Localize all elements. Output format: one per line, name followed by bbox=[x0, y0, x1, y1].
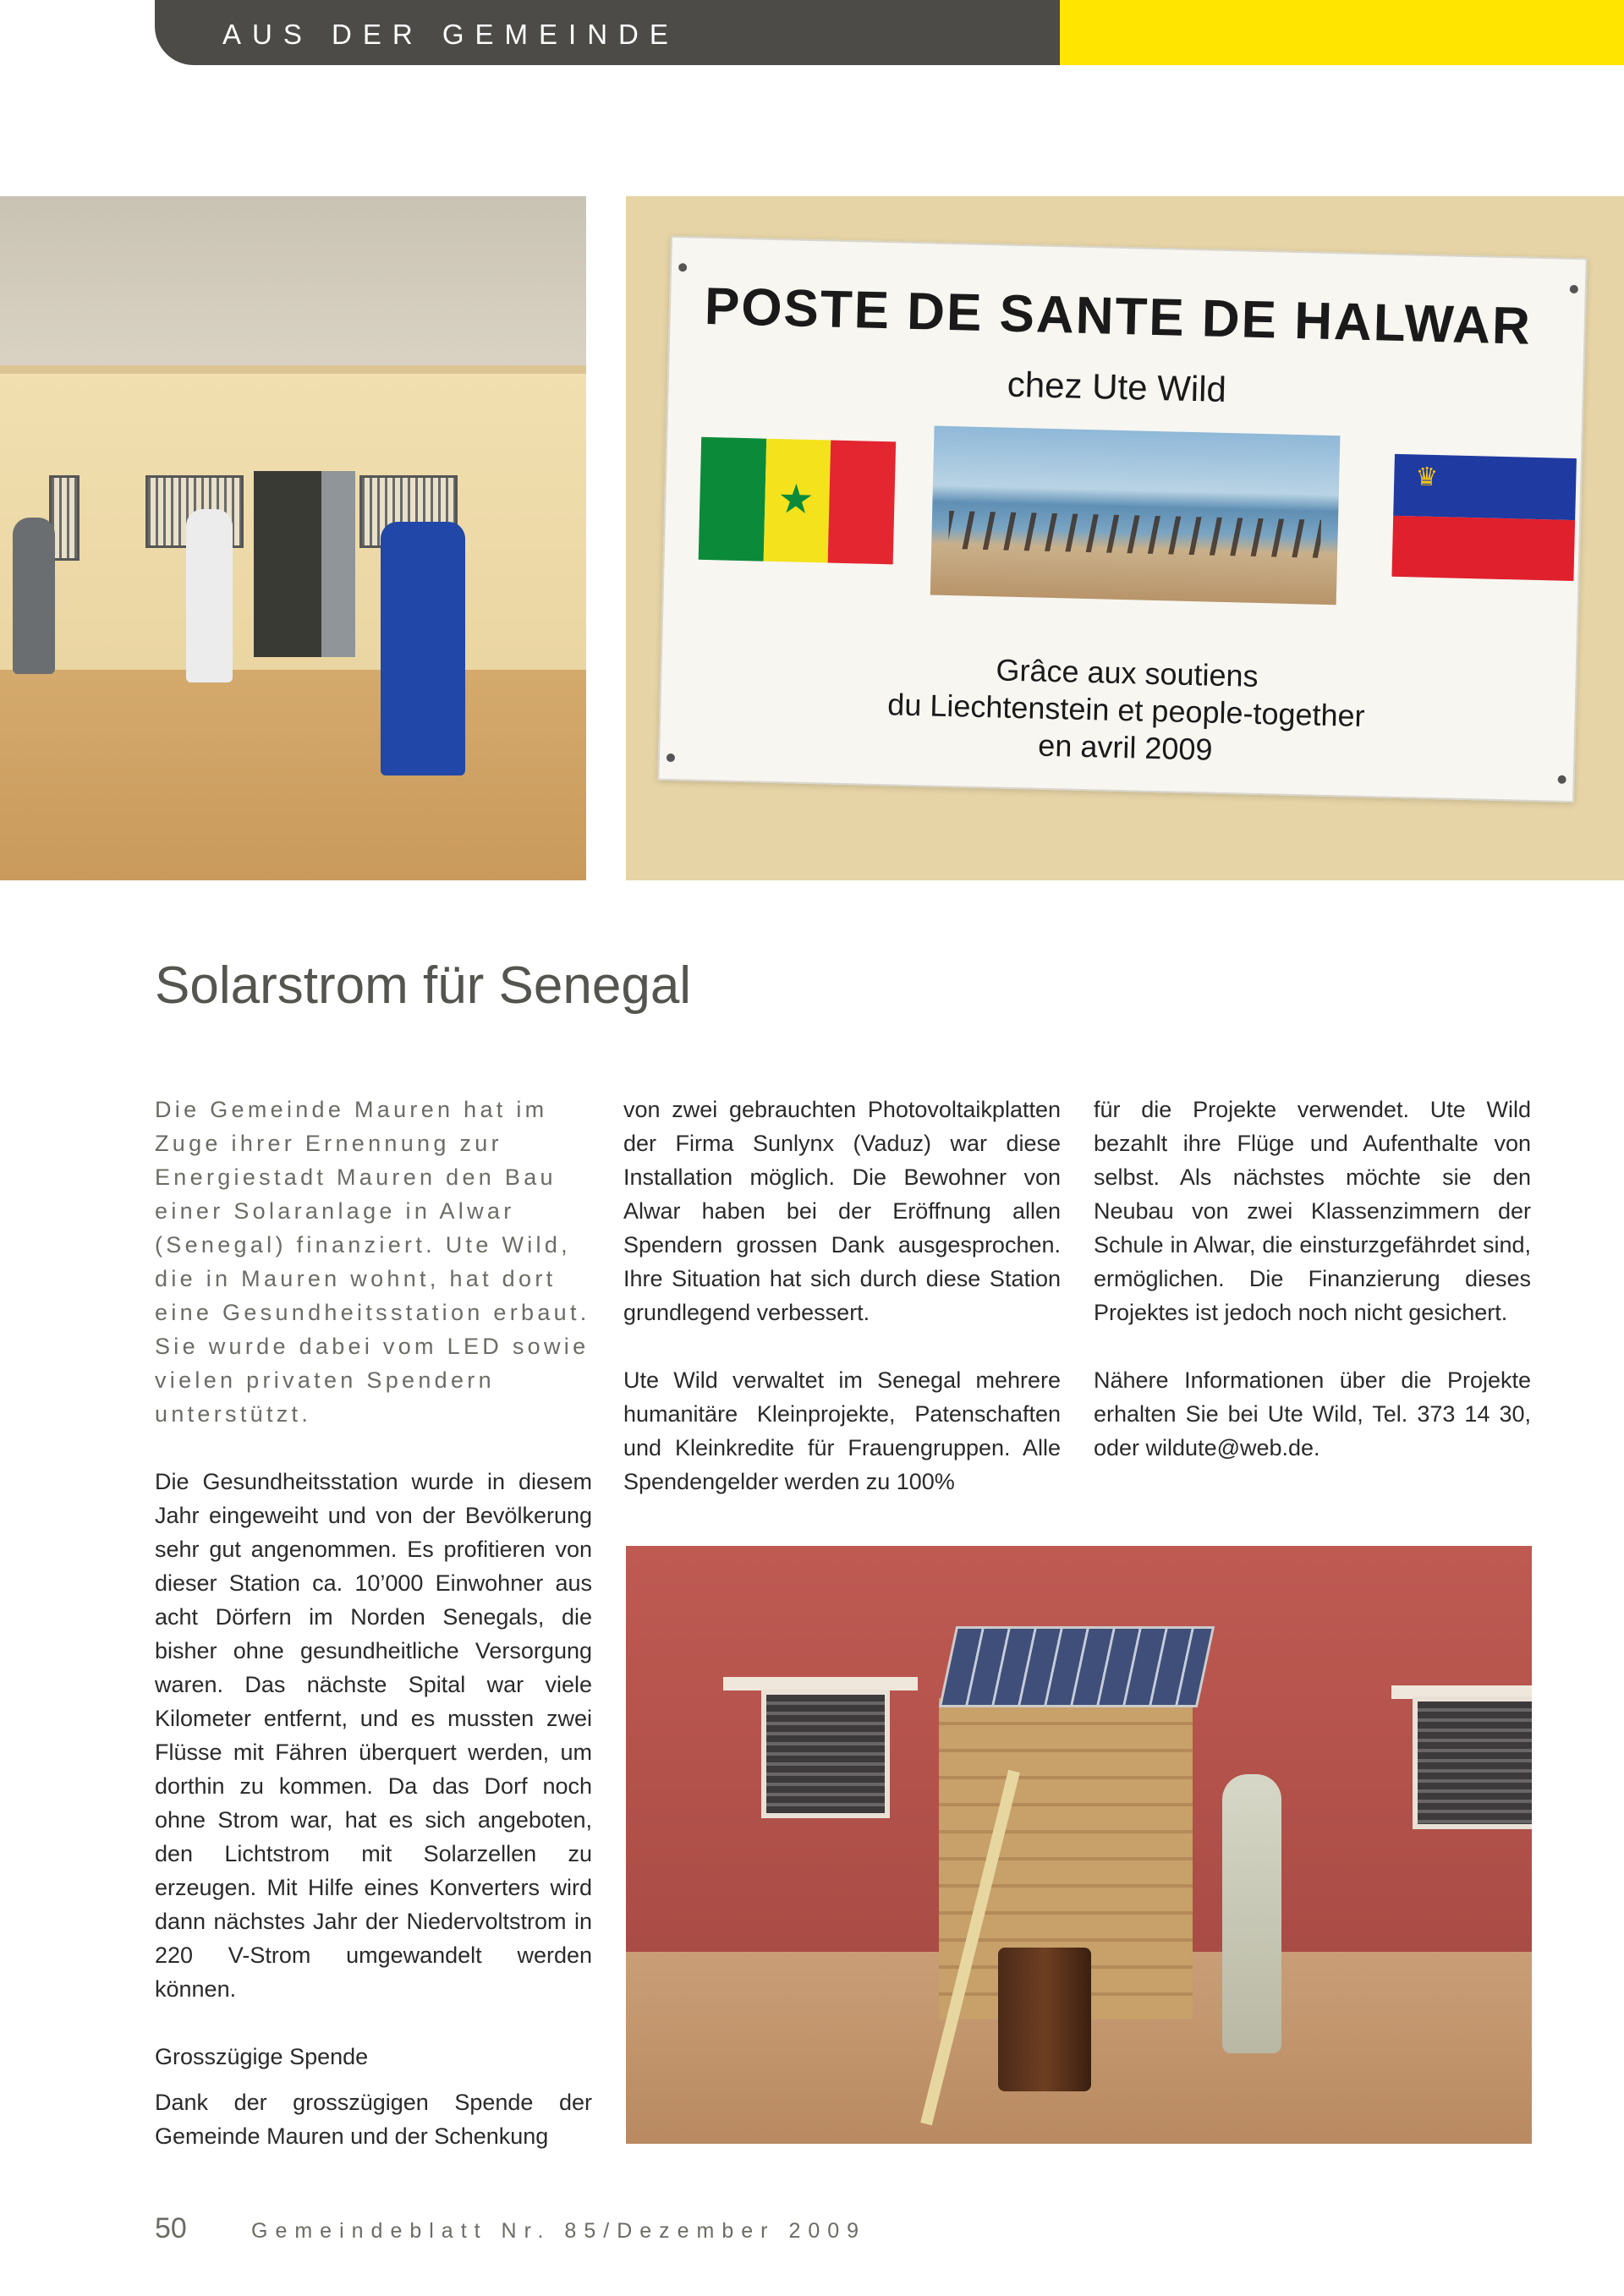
section-header-bar bbox=[155, 0, 1060, 65]
article-lead: Die Gemeinde Mauren hat im Zuge ihrer Ernennung zur Energiestadt Mauren den Bau einer Solaranlage in Alwar (Senegal) finanziert. Ute Wild, die in Mauren wohnt, hat dort eine Gesundheitsstation erbaut. Sie wurde dabei vom LED sowie vielen privaten Spendern unterstützt. bbox=[155, 1097, 590, 1427]
sign-subtitle: chez Ute Wild bbox=[1007, 364, 1227, 409]
solar-installation-photo bbox=[626, 1546, 1532, 2144]
text-column-2 bbox=[623, 1093, 1061, 1499]
article-paragraph: für die Projekte verwendet. Ute Wild bezahlt ihre Flüge und Aufenthalte von selbst. Als nächstes möchte sie den Neubau von zwei Klassenzimmern der Schule in Alwar, die einsturzgefährdet sind, ermöglichen. Die Finanzierung dieses Projektes ist jedoch noch nicht gesichert. bbox=[1094, 1097, 1531, 1325]
article-subheading: Grosszügige Spende bbox=[155, 2044, 369, 2069]
beach-photo bbox=[930, 426, 1341, 606]
article-title: Solarstrom für Senegal bbox=[155, 956, 692, 1015]
liechtenstein-flag-icon: ♛ bbox=[1391, 454, 1576, 581]
text-column-3 bbox=[1094, 1093, 1531, 1465]
page-number: 50 bbox=[155, 2212, 187, 2244]
article-paragraph: von zwei gebrauchten Photovoltaikplatten der Firma Sunlynx (Vaduz) war diese Installation möglich. Die Bewohner von Alwar haben bei der Eröffnung allen Spendern grossen Dank ausgesprochen. Ihre Situation hat sich durch diese Station grundlegend verbessert. bbox=[623, 1097, 1061, 1325]
health-post-sign bbox=[657, 236, 1587, 803]
health-station-photo bbox=[0, 196, 586, 880]
publication-info: Gemeindeblatt Nr. 85/Dezember 2009 bbox=[251, 2219, 867, 2243]
solar-panel-icon bbox=[939, 1626, 1215, 1707]
sign-title: POSTE DE SANTE DE HALWAR bbox=[704, 277, 1533, 356]
article-paragraph: Die Gesundheitsstation wurde in diesem Jahr eingeweiht und von der Bevölkerung sehr gut angenommen. Es profitieren von dieser Station ca. 10’000 Einwohner aus acht Dörfern im Norden Senegals, die bisher ohne gesundheitliche Versorgung waren. Das nächste Spital war viele Kilometer entfernt, und es mussten zwei Flüsse mit Fähren überquert werden, um dorthin zu kommen. Da das Dorf noch ohne Strom war, hat es sich angeboten, den Lichtstrom mit Solarzellen zu erzeugen. Mit Hilfe eines Konverters wird dann nächstes Jahr der Niedervoltstrom in 220 V-Strom umgewandelt werden können. bbox=[155, 1469, 592, 2002]
senegal-flag-icon: ★ bbox=[699, 437, 896, 565]
sign-dedication: Grâce aux soutiens du Liechtenstein et people-together en avril 2009 bbox=[886, 652, 1366, 767]
text-column-1 bbox=[155, 1093, 592, 2153]
header-accent-bar bbox=[1060, 0, 1624, 65]
section-title: AUS DER GEMEINDE bbox=[222, 19, 679, 50]
article-paragraph: Dank der grosszügigen Spende der Gemeinde Mauren und der Schenkung bbox=[155, 2090, 592, 2149]
health-post-sign-photo bbox=[626, 196, 1624, 880]
article-paragraph: Ute Wild verwaltet im Senegal mehrere humanitäre Kleinprojekte, Patenschaften und Kleinkredite für Frauengruppen. Alle Spendengelder werden zu 100% bbox=[623, 1367, 1061, 1494]
contact-paragraph: Nähere Informationen über die Projekte erhalten Sie bei Ute Wild, Tel. 373 14 30, oder wildute@web.de. bbox=[1094, 1367, 1531, 1460]
